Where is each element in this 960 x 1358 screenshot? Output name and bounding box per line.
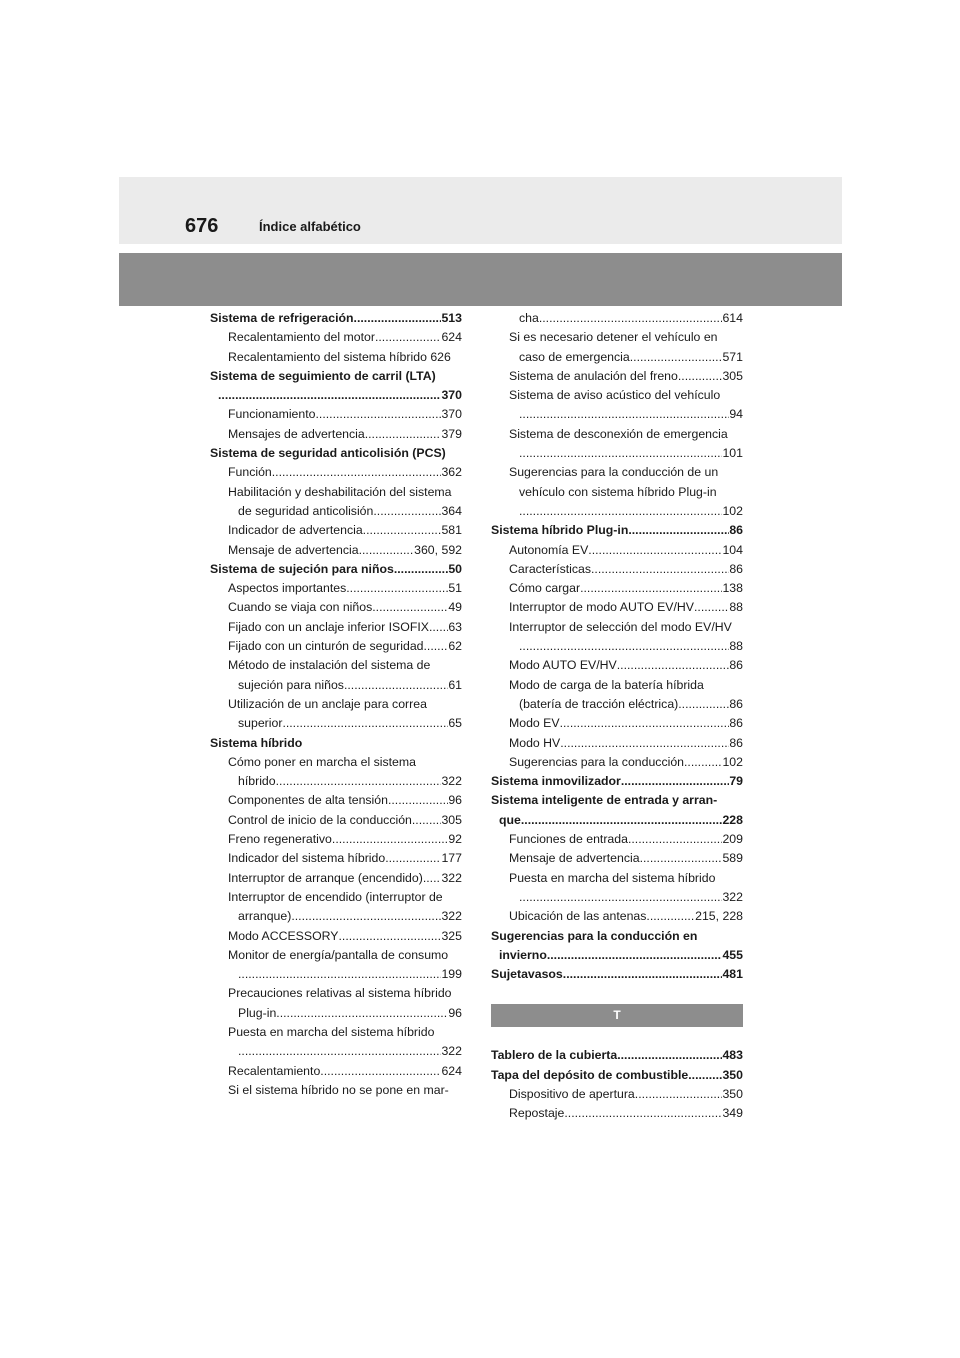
entry-term: Tablero de la cubierta [491,1048,618,1063]
index-entry: Sistema híbrido [210,735,303,750]
entry-page: 305 [441,812,462,827]
index-entry: vehículo con sistema híbrido Plug-in [519,484,717,499]
entry-term: invierno [499,947,547,962]
entry-page: 96 [448,793,462,808]
dot-leader [617,656,730,675]
entry-term: sujeción para niños [238,677,344,692]
index-entry [491,849,743,868]
index-entry: Sistema de desconexión de emergencia [509,426,728,441]
entry-page: 624 [441,1063,462,1078]
dot-leader [640,849,723,868]
dot-leader [621,772,729,791]
index-entry [210,965,462,984]
entry-page: 370 [441,407,462,422]
index-entry [491,811,743,830]
dot-leader [588,541,722,560]
index-entry [210,598,462,617]
entry-term: Modo ACCESSORY [228,928,339,943]
dot-leader [519,405,729,424]
index-entry [210,869,462,888]
index-entry [491,579,743,598]
entry-page: 65 [448,716,462,731]
entry-term: Aspectos importantes [228,581,347,596]
dot-leader [678,367,723,386]
dot-leader [580,579,722,598]
dot-leader [628,521,729,540]
index-entry [491,309,743,328]
entry-page: 481 [722,967,743,982]
dot-leader [363,521,442,540]
index-entry [491,367,743,386]
entry-page: 209 [722,832,743,847]
index-entry [491,965,743,984]
dot-leader [628,830,723,849]
index-entry [491,521,743,540]
index-entry [210,791,462,810]
index-entry [491,637,743,656]
entry-term: Características [509,561,592,576]
index-entry [210,348,462,367]
header-dark-band [119,253,842,306]
entry-page: 79 [729,774,743,789]
dot-leader [688,1066,722,1085]
entry-term: Sugerencias para la conducción [509,754,685,769]
entry-term: que [499,812,521,827]
dot-leader [630,348,723,367]
index-entry: Monitor de energía/pantalla de consumo [228,947,449,962]
dot-leader [564,1104,722,1123]
index-entry [210,907,462,926]
entry-term: Modo AUTO EV/HV [509,658,617,673]
entry-term: Funcionamiento [228,407,316,422]
entry-term: Sistema de refrigeración [210,311,354,325]
entry-term: Plug-in [238,1005,277,1020]
entry-term: Tapa del depósito de combustible [491,1067,689,1082]
index-entry [210,328,462,347]
dot-leader [272,463,442,482]
index-entry [210,309,462,328]
entry-page: 49 [448,600,462,615]
section-letter-band: T [491,1004,743,1027]
entry-page: 88 [729,600,743,615]
page-number: 676 [185,215,219,237]
entry-term: Sistema de sujeción para niños [210,561,394,576]
entry-term: Funciones de entrada [509,832,628,847]
entry-page: 50 [448,561,462,576]
dot-leader [365,425,442,444]
entry-page: 305 [722,368,743,383]
entry-term: Fijado con un anclaje inferior ISOFIX [228,619,429,634]
dot-leader [320,1062,441,1081]
entry-page: 362 [441,465,462,480]
dot-leader [359,541,415,560]
dot-leader [694,598,729,617]
entry-page: 350 [722,1067,743,1082]
index-entry [491,502,743,521]
entry-term: Mensajes de advertencia [228,426,365,441]
index-column-left [210,309,462,1100]
index-entry [491,772,743,791]
dot-leader [429,618,448,637]
entry-page: 138 [722,581,743,596]
entry-term: Ubicación de las antenas [509,909,647,924]
entry-page: 199 [441,967,462,982]
entry-page: 571 [722,349,743,364]
entry-term: Autonomía EV [509,542,589,557]
dot-leader [354,309,442,328]
entry-term: Mensaje de advertencia [228,542,359,557]
entry-term: Mensaje de advertencia [509,851,640,866]
index-entry [210,830,462,849]
dot-leader [291,907,441,926]
dot-leader [276,772,442,791]
index-entry: Interruptor de encendido (interruptor de [228,889,443,904]
entry-page: 379 [441,426,462,441]
entry-page: 364 [441,503,462,518]
entry-term: arranque) [238,909,292,924]
entry-term: Interruptor de modo AUTO EV/HV [509,600,694,615]
index-entry [210,521,462,540]
entry-page: 349 [722,1106,743,1121]
index-entry: Método de instalación del sistema de [228,658,431,673]
index-column-right [491,309,743,1124]
index-entry [491,695,743,714]
index-entry [210,1004,462,1023]
entry-page: 589 [722,851,743,866]
index-entry [210,560,462,579]
entry-term: Control de inicio de la conducción [228,812,412,827]
entry-term: superior [238,716,283,731]
index-entry: Sistema inteligente de entrada y arran- [491,793,718,808]
entry-term: Recalentamiento del sistema híbrido 626 [228,349,451,364]
index-entry [210,1062,462,1081]
dot-leader [560,714,730,733]
entry-term: híbrido [238,774,276,789]
entry-term: Función [228,465,272,480]
index-entry [210,463,462,482]
entry-term: Sujetavasos [491,967,563,982]
index-entry [210,425,462,444]
index-entry: Si el sistema híbrido no se pone en mar- [228,1082,449,1097]
entry-page: 62 [448,639,462,654]
entry-term: (batería de tracción eléctrica) [519,696,679,711]
entry-page: 215, 228 [695,909,743,924]
index-entry [491,541,743,560]
index-entry [491,560,743,579]
index-entry: Utilización de un anclaje para correa [228,696,427,711]
entry-term: Indicador del sistema híbrido [228,851,386,866]
dot-leader [282,714,448,733]
dot-leader [394,560,448,579]
entry-page: 370 [441,388,462,403]
index-entry: Puesta en marcha del sistema híbrido [228,1024,435,1039]
dot-leader [344,676,448,695]
entry-page: 86 [729,658,743,673]
dot-leader [218,386,441,405]
entry-page: 88 [729,639,743,654]
dot-leader [617,1046,722,1065]
dot-leader [238,1042,441,1061]
dot-leader [316,405,442,424]
entry-page: 614 [722,311,743,325]
entry-page: 63 [448,619,462,634]
index-entry [491,907,743,926]
dot-leader [635,1085,723,1104]
dot-leader [423,869,442,888]
index-entry [491,734,743,753]
index-entry [491,1066,743,1085]
index-entry [491,1104,743,1123]
entry-term: de seguridad anticolisión [238,503,374,518]
dot-leader [519,888,722,907]
entry-term: Cuando se viaja con niños [228,600,373,615]
entry-term: caso de emergencia [519,349,630,364]
index-entry [491,888,743,907]
dot-leader [519,444,722,463]
entry-term: Indicador de advertencia [228,523,363,538]
entry-page: 360, 592 [414,542,462,557]
entry-page: 322 [441,1044,462,1059]
dot-leader [519,637,729,656]
index-entry [491,598,743,617]
entry-page: 322 [441,870,462,885]
index-entry [491,444,743,463]
dot-leader [375,328,442,347]
dot-leader [521,811,723,830]
index-entry [210,502,462,521]
entry-term: Sistema inmovilizador [491,774,621,789]
entry-term: Fijado con un cinturón de seguridad [228,639,424,654]
header-band [119,177,842,244]
dot-leader [346,579,448,598]
dot-leader [372,598,448,617]
index-entry: Sistema de seguimiento de carril (LTA) [210,368,436,383]
index-entry [491,753,743,772]
index-entry [210,637,462,656]
entry-page: 92 [448,832,462,847]
entry-page: 104 [722,542,743,557]
entry-page: 177 [441,851,462,866]
index-entry: Si es necesario detener el vehículo en [509,330,718,345]
entry-page: 624 [441,330,462,345]
dot-leader [539,309,723,328]
entry-page: 94 [729,407,743,422]
entry-page: 96 [448,1005,462,1020]
entry-page: 102 [722,503,743,518]
entry-page: 102 [722,754,743,769]
index-entry [491,714,743,733]
entry-page: 513 [441,311,462,325]
entry-page: 51 [448,581,462,596]
index-entry [210,386,462,405]
entry-term: Freno regenerativo [228,832,332,847]
index-entry [210,772,462,791]
entry-page: 86 [729,735,743,750]
entry-page: 350 [722,1086,743,1101]
index-entry [491,405,743,424]
index-entry [491,1085,743,1104]
entry-page: 86 [729,523,743,538]
entry-term: Sistema híbrido Plug-in [491,523,629,538]
entry-page: 322 [441,909,462,924]
index-entry [210,811,462,830]
index-entry: Puesta en marcha del sistema híbrido [509,870,716,885]
index-entry [210,676,462,695]
index-entry: Sistema de seguridad anticolisión (PCS) [210,446,446,461]
entry-page: 86 [729,716,743,731]
index-entry: Habilitación y deshabilitación del sistema [228,484,452,499]
entry-term: Modo HV [509,735,561,750]
entry-term: Sistema de anulación del freno [509,368,678,383]
entry-term: cha [519,311,539,325]
index-entry [491,656,743,675]
index-entry [491,1046,743,1065]
dot-leader [373,502,441,521]
entry-page: 322 [722,889,743,904]
index-entry [491,946,743,965]
dot-leader [684,753,722,772]
entry-page: 483 [722,1048,743,1063]
dot-leader [276,1004,448,1023]
index-entry [210,405,462,424]
dot-leader [424,637,449,656]
dot-leader [339,927,442,946]
index-entry [210,849,462,868]
dot-leader [547,946,723,965]
dot-leader [385,849,441,868]
index-entry [210,1042,462,1061]
dot-leader [560,734,729,753]
index-entry: Cómo poner en marcha el sistema [228,754,416,769]
index-entry [210,714,462,733]
index-entry [210,618,462,637]
dot-leader [519,502,722,521]
entry-term: Interruptor de arranque (encendido) [228,870,423,885]
entry-term: Recalentamiento [228,1063,321,1078]
entry-page: 322 [441,774,462,789]
index-entry [210,541,462,560]
index-entry: Sugerencias para la conducción de un [509,465,719,480]
index-entry: Sistema de aviso acústico del vehículo [509,388,721,403]
dot-leader [388,791,448,810]
entry-page: 86 [729,561,743,576]
index-entry [210,927,462,946]
index-entry: Precauciones relativas al sistema híbrido [228,986,452,1001]
entry-page: 101 [722,446,743,461]
dot-leader [591,560,729,579]
entry-term: Componentes de alta tensión [228,793,388,808]
index-entry: Sugerencias para la conducción en [491,928,698,943]
index-entry [491,830,743,849]
entry-page: 61 [448,677,462,692]
dot-leader [332,830,448,849]
entry-page: 455 [722,947,743,962]
dot-leader [646,907,695,926]
dot-leader [412,811,442,830]
dot-leader [563,965,723,984]
entry-term: Cómo cargar [509,581,581,596]
entry-page: 581 [441,523,462,538]
entry-page: 228 [722,812,743,827]
entry-page: 86 [729,696,743,711]
dot-leader [238,965,441,984]
index-entry: Interruptor de selección del modo EV/HV [509,619,732,634]
dot-leader [678,695,729,714]
entry-term: Modo EV [509,716,560,731]
entry-term: Repostaje [509,1106,565,1121]
index-entry [491,348,743,367]
entry-term: Recalentamiento del motor [228,330,375,345]
index-entry: Modo de carga de la batería híbrida [509,677,704,692]
section-title: Índice alfabético [259,219,361,234]
entry-page: 325 [441,928,462,943]
entry-term: Dispositivo de apertura [509,1086,635,1101]
index-entry [210,579,462,598]
